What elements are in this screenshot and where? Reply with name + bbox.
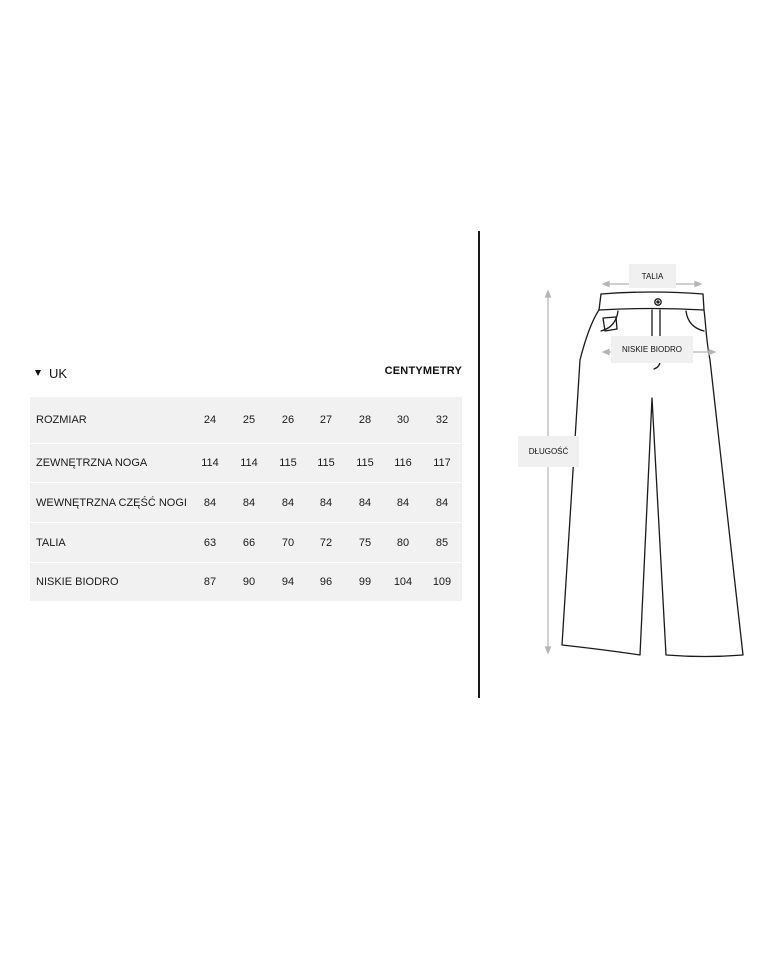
size-cell: 26	[281, 414, 295, 426]
size-cell: 24	[203, 414, 217, 426]
region-label: UK	[49, 365, 68, 381]
row-label: ZEWNĘTRZNA NOGA	[36, 457, 148, 469]
table-cell: 84	[319, 496, 333, 509]
length-tag: DŁUGOŚĆ	[518, 436, 579, 467]
row-label: WEWNĘTRZNA CZĘŚĆ NOGI	[36, 496, 187, 509]
table-row	[30, 483, 462, 523]
table-row	[30, 523, 462, 563]
table-cell: 84	[435, 496, 449, 509]
table-cell: 84	[396, 496, 410, 509]
table-cell: 114	[201, 457, 219, 469]
row-label: ROZMIAR	[36, 414, 87, 426]
region-select[interactable]	[35, 364, 67, 382]
table-cell: 115	[356, 457, 374, 469]
row-label: NISKIE BIODRO	[36, 576, 119, 588]
table-cell: 84	[281, 496, 295, 509]
size-cell: 30	[396, 414, 410, 426]
table-cell: 80	[396, 536, 410, 549]
unit-label: CENTYMETRY	[384, 365, 462, 377]
table-cell: 104	[393, 576, 413, 588]
table-row	[30, 563, 462, 601]
table-cell: 84	[203, 496, 217, 509]
table-cell: 96	[319, 576, 333, 588]
table-cell: 99	[358, 576, 372, 588]
table-cell: 115	[317, 457, 335, 469]
table-cell: 84	[242, 496, 256, 509]
table-cell: 90	[242, 576, 256, 588]
size-cell: 25	[242, 414, 256, 426]
table-header-row	[30, 397, 462, 444]
table-row	[30, 444, 462, 483]
measurement-diagram	[500, 255, 760, 675]
caret-down-icon	[35, 370, 41, 376]
table-cell: 115	[279, 457, 297, 469]
waist-tag: TALIA	[629, 264, 676, 288]
table-cell: 114	[240, 457, 258, 469]
table-cell: 84	[358, 496, 372, 509]
size-cell: 27	[319, 414, 333, 426]
table-cell: 72	[319, 536, 333, 549]
table-cell: 87	[203, 576, 217, 588]
size-table	[30, 397, 462, 601]
row-label: TALIA	[36, 536, 66, 549]
table-cell: 85	[435, 536, 449, 549]
table-cell: 66	[242, 536, 256, 549]
table-cell: 63	[203, 536, 217, 549]
table-cell: 117	[433, 457, 451, 469]
size-cell: 32	[435, 414, 449, 426]
table-cell: 70	[281, 536, 295, 549]
table-cell: 116	[394, 457, 412, 469]
table-cell: 75	[358, 536, 372, 549]
size-cell: 28	[358, 414, 372, 426]
table-cell: 109	[432, 576, 452, 588]
section-divider	[478, 231, 480, 698]
table-cell: 94	[281, 576, 295, 588]
low-hip-tag: NISKIE BIODRO	[611, 336, 693, 363]
